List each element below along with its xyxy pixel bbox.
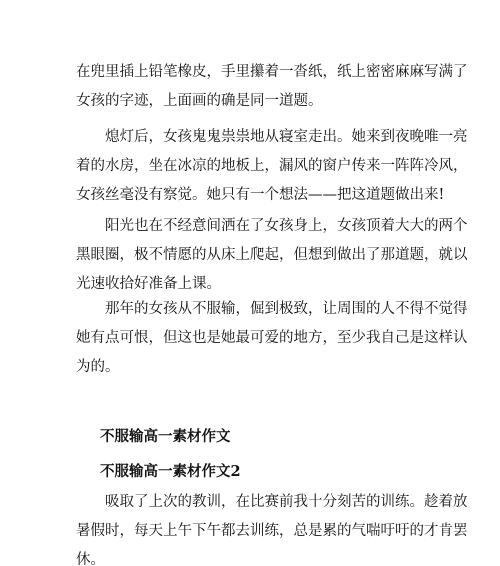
paragraph-line: 休。 [76,552,105,566]
paragraph-line: 吸取了上次的教训，在比赛前我十分刻苦的训练。趁着放 [76,494,468,510]
paragraph-4 [76,295,468,382]
paragraph-line: 女孩的字迹，上面画的确是同一道题。 [76,93,323,109]
paragraph-line: 她有点可恨，但这也是她最可爱的地方，至少我自己是这样认 [76,330,468,346]
paragraph-line: 熄灯后，女孩鬼鬼祟祟地从寝室走出。她来到夜晚唯一亮 [76,129,468,145]
section-title-bold: 不服输高一素材作文2 [100,463,241,480]
section-title: 不服输高一素材作文 [100,428,231,445]
paragraph-line: 光速收拾好准备上课。 [76,276,221,292]
paragraph-line: 着的水房，坐在冰凉的地板上，漏风的窗户传来一阵阵冷风， [76,158,468,174]
paragraph-5 [76,488,468,566]
paragraph-line: 为的。 [76,359,120,375]
paragraph-line: 黑眼圈，极不情愿的从床上爬起，但想到做出了那道题，就以 [76,247,468,263]
paragraph-line: 那年的女孩从不服输，倔到极致，让周围的人不得不觉得 [76,301,468,317]
paragraph-3 [76,212,468,299]
paragraph-1 [76,58,468,116]
paragraph-line: 女孩丝毫没有察觉。她只有一个想法——把这道题做出来! [76,187,445,203]
paragraph-line: 在兜里插上铅笔橡皮，手里攥着一沓纸，纸上密密麻麻写满了 [76,64,468,80]
paragraph-2 [76,123,468,210]
paragraph-line: 暑假时，每天上午下午都去训练，总是累的气喘吁吁的才肯罢 [76,523,468,539]
paragraph-line: 阳光也在不经意间洒在了女孩身上，女孩顶着大大的两个 [76,218,468,234]
